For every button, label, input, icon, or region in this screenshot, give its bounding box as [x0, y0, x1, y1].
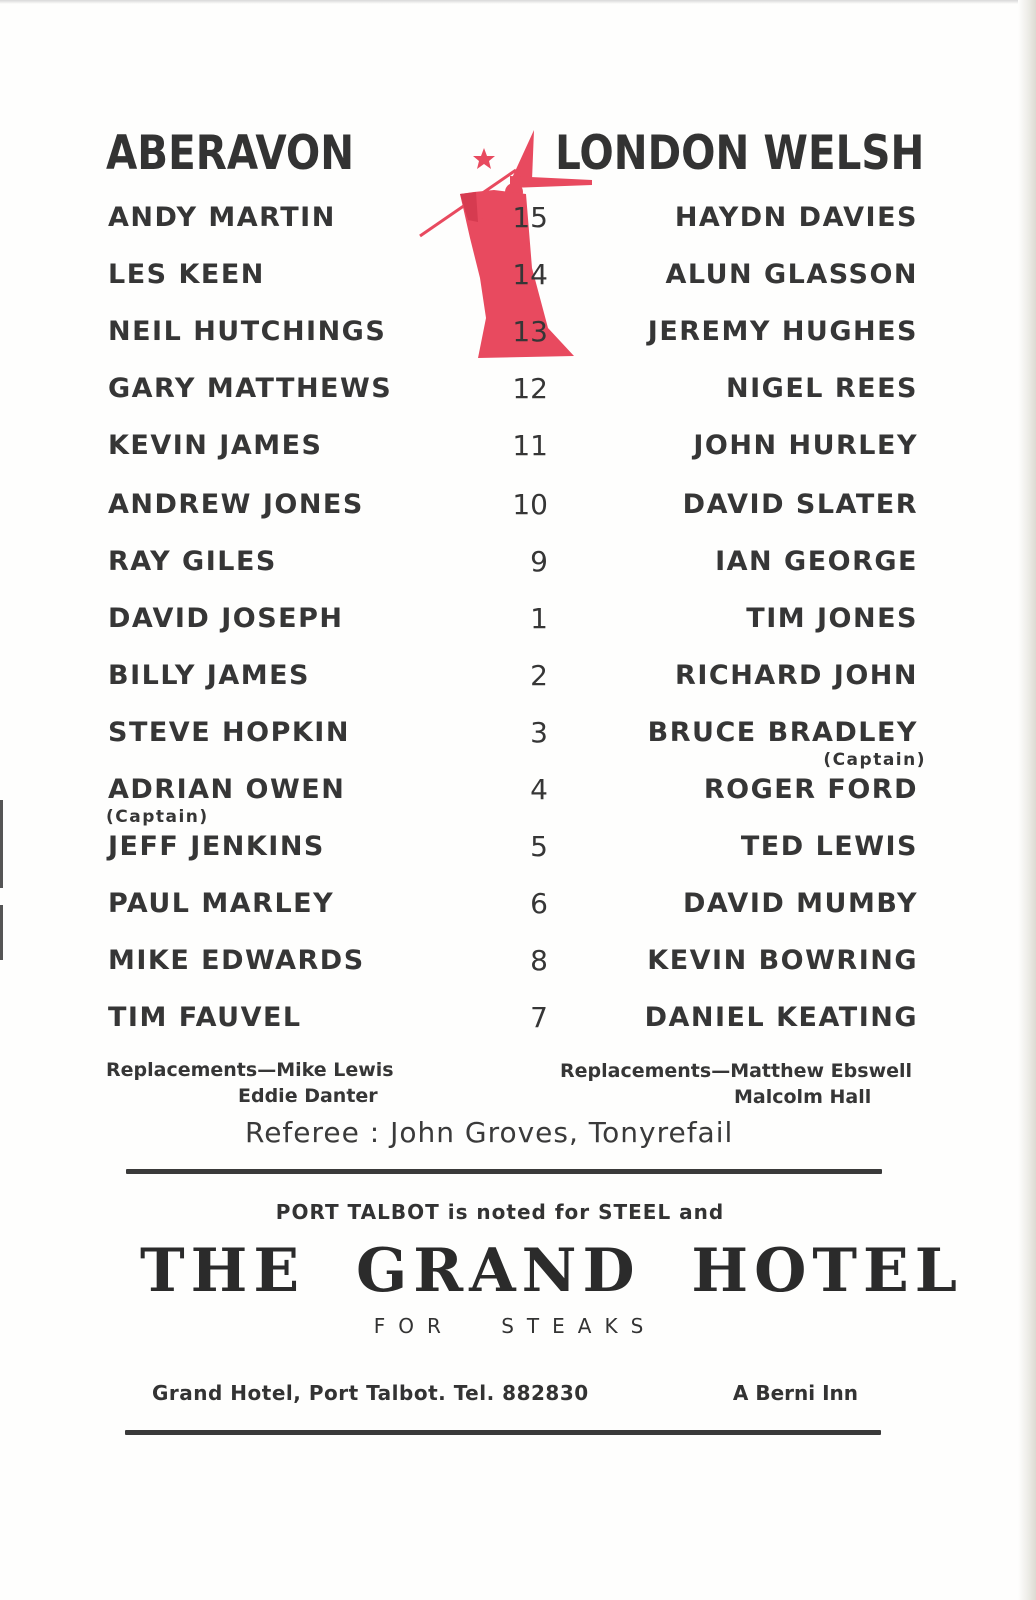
- home-player: TIM FAUVEL: [108, 1002, 302, 1033]
- home-player: NEIL HUTCHINGS: [108, 316, 387, 347]
- lineup-row: [0, 599, 1036, 639]
- away-player: RICHARD JOHN: [675, 660, 918, 691]
- lineup-row: [0, 426, 1036, 466]
- page-edge-top: [0, 0, 1036, 4]
- referee-line: Referee : John Groves, Tonyrefail: [245, 1116, 734, 1149]
- advert-tagline: FOR STEAKS: [373, 1314, 657, 1338]
- lineup-row: [0, 255, 1036, 295]
- lineup-row: [0, 941, 1036, 981]
- lineup-row: [0, 998, 1036, 1038]
- home-player: LES KEEN: [108, 259, 265, 290]
- away-replacements-line2: Malcolm Hall: [734, 1086, 872, 1108]
- hotel-name: THE GRAND HOTEL: [140, 1236, 963, 1306]
- divider: [126, 1169, 882, 1174]
- away-player: KEVIN BOWRING: [647, 945, 918, 976]
- position-number: 14: [512, 258, 548, 291]
- away-replacements: Replacements—Matthew Ebswell: [560, 1060, 913, 1082]
- berni-inn-label: A Berni Inn: [732, 1381, 858, 1405]
- lineup-row: [0, 656, 1036, 696]
- position-number: 13: [512, 315, 548, 348]
- away-captain-label: (Captain): [823, 750, 926, 770]
- away-player: BRUCE BRADLEY: [647, 717, 918, 748]
- position-number: 4: [530, 773, 548, 806]
- divider: [125, 1430, 881, 1435]
- away-player: DANIEL KEATING: [644, 1002, 918, 1033]
- home-replacements: Replacements—Mike Lewis: [106, 1059, 394, 1081]
- position-number: 11: [512, 429, 548, 462]
- away-player: JEREMY HUGHES: [647, 316, 918, 347]
- lineup-row: [0, 542, 1036, 582]
- away-player: DAVID MUMBY: [682, 888, 918, 919]
- home-player: KEVIN JAMES: [108, 430, 323, 461]
- position-number: 7: [530, 1001, 548, 1034]
- position-number: 10: [512, 488, 548, 521]
- home-captain-label: (Captain): [106, 807, 209, 827]
- away-player: DAVID SLATER: [682, 489, 918, 520]
- home-player: GARY MATTHEWS: [108, 373, 393, 404]
- lineup-row: [0, 884, 1036, 924]
- position-number: 15: [512, 201, 548, 234]
- away-player: HAYDN DAVIES: [674, 202, 918, 233]
- lineup-row: [0, 713, 1036, 753]
- lineup-row: [0, 485, 1036, 525]
- position-number: 8: [530, 944, 548, 977]
- home-player: ANDY MARTIN: [108, 202, 336, 233]
- home-replacements-line2: Eddie Danter: [238, 1085, 378, 1107]
- away-player: NIGEL REES: [726, 373, 918, 404]
- home-player: DAVID JOSEPH: [108, 603, 344, 634]
- away-player: TED LEWIS: [740, 831, 918, 862]
- position-number: 5: [530, 830, 548, 863]
- home-player: STEVE HOPKIN: [108, 717, 350, 748]
- lineup-row: [0, 312, 1036, 352]
- away-player: TIM JONES: [746, 603, 918, 634]
- home-player: ANDREW JONES: [108, 489, 364, 520]
- away-player: ALUN GLASSON: [665, 259, 918, 290]
- lineup-row: [0, 369, 1036, 409]
- home-player: BILLY JAMES: [108, 660, 310, 691]
- away-player: IAN GEORGE: [715, 546, 918, 577]
- home-player: ADRIAN OWEN: [108, 774, 346, 805]
- position-number: 2: [530, 659, 548, 692]
- away-player: ROGER FORD: [703, 774, 918, 805]
- position-number: 9: [530, 545, 548, 578]
- hotel-address: Grand Hotel, Port Talbot. Tel. 882830: [152, 1381, 589, 1405]
- position-number: 12: [512, 372, 548, 405]
- away-team-title: LONDON WELSH: [554, 126, 924, 181]
- home-player: PAUL MARLEY: [108, 888, 335, 919]
- home-team-title: ABERAVON: [106, 126, 355, 181]
- lineup-row: [0, 827, 1036, 867]
- position-number: 1: [530, 602, 548, 635]
- away-player: JOHN HURLEY: [693, 430, 918, 461]
- advert-intro: PORT TALBOT is noted for STEEL and: [275, 1200, 725, 1224]
- home-player: RAY GILES: [108, 546, 277, 577]
- position-number: 6: [530, 887, 548, 920]
- lineup-row: [0, 770, 1036, 810]
- home-player: JEFF JENKINS: [108, 831, 325, 862]
- lineup-row: [0, 198, 1036, 238]
- position-number: 3: [530, 716, 548, 749]
- home-player: MIKE EDWARDS: [108, 945, 365, 976]
